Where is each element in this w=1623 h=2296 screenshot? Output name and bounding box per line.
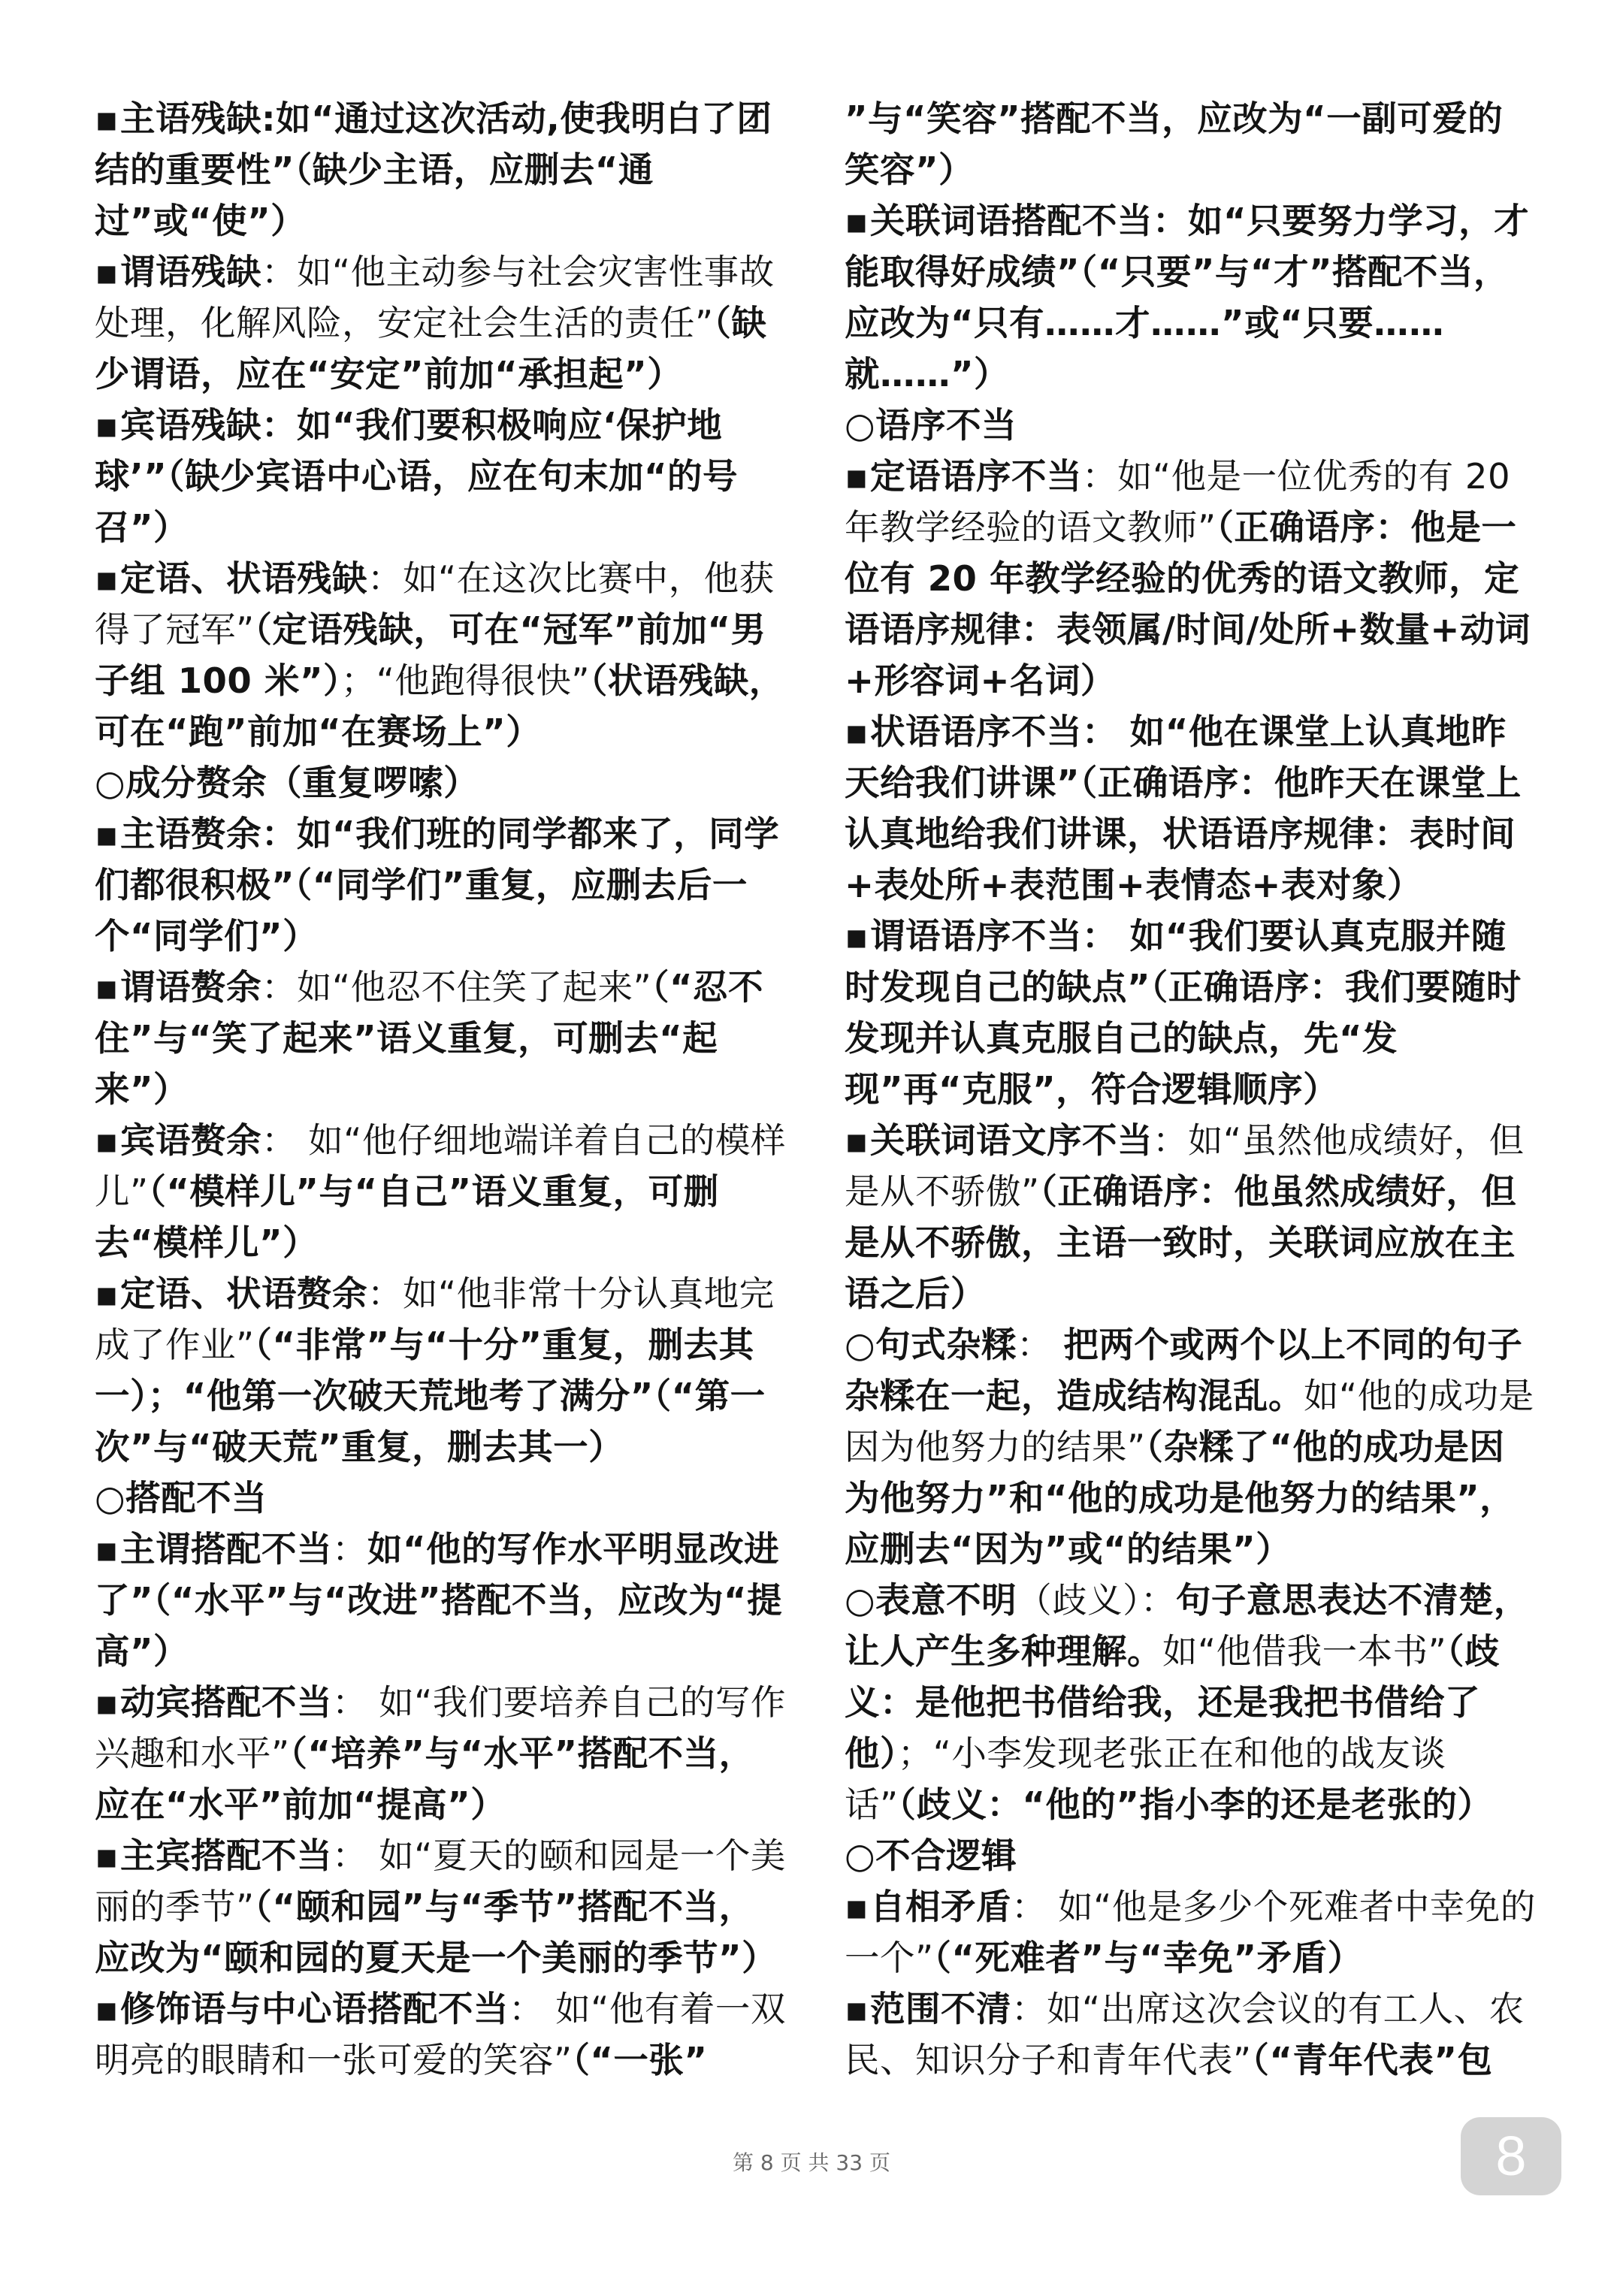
list-item — [95, 553, 787, 757]
plain-text: 如“他借我一本书” — [1162, 1631, 1447, 1672]
plain-text: ：如“虽然他成绩好，但是从不骄傲” — [845, 1120, 1525, 1212]
page-footer — [0, 2146, 1623, 2177]
bold-text: （“青年代表”包 — [1251, 2040, 1493, 2080]
plain-text: ：如“出席这次会议的有工人、农民、知识分子和青年代表” — [845, 1989, 1525, 2080]
bullet-icon: ▪ — [95, 405, 119, 446]
list-item — [845, 195, 1537, 400]
bold-text: （“忍不住”与“笑了起来”语义重复，可删去“起来”） — [95, 967, 764, 1110]
plain-text: ： 如“他仔细地端详着自己的模样儿” — [95, 1120, 786, 1212]
bold-text: 宾语赘余 — [120, 1120, 262, 1161]
bullet-icon: ▪ — [95, 1682, 119, 1723]
bold-text: ○句式杂糅 — [845, 1325, 1017, 1365]
list-item — [95, 1830, 787, 1983]
list-item — [845, 93, 1537, 195]
bold-text: （缺少谓语，应在“安定”前加“承担起”） — [95, 303, 767, 394]
page-number: 8 — [1495, 2125, 1527, 2187]
list-item — [95, 93, 787, 246]
list-item — [845, 1319, 1537, 1575]
bold-text: 主语赘余：如“我们班的同学都来了，同学们都很积极”（“同学们”重复，应删去后一个“同学们”） — [95, 814, 780, 956]
bold-text: （歧义：“他的”指小李的还是老张的） — [898, 1784, 1493, 1825]
bold-text: 定语、状语残缺 — [120, 558, 368, 599]
list-item — [95, 962, 787, 1115]
list-item — [845, 1983, 1537, 2086]
bullet-icon: ▪ — [95, 814, 119, 854]
section-heading: ○不合逻辑 — [845, 1835, 1017, 1876]
list-item — [845, 911, 1537, 1115]
plain-text: ： 如“他是多少个死难者中幸免的一个” — [845, 1887, 1536, 1978]
bullet-icon: ▪ — [95, 1835, 119, 1876]
bold-text: （“培养”与“水平”搭配不当，应在“水平”前加“提高”） — [95, 1733, 754, 1825]
bold-text: 谓语语序不当： 如“我们要认真克服并随时发现自己的缺点”（正确语序：我们要随时发现并认真克服自己的缺点，先“发现”再“克服”，符合逻辑顺序） — [845, 916, 1522, 1110]
bullet-icon: ▪ — [95, 967, 119, 1008]
list-item — [95, 400, 787, 553]
bullet-icon: ▪ — [95, 558, 119, 599]
left-column — [95, 93, 787, 2086]
bold-text: 谓语赘余 — [120, 967, 262, 1008]
plain-text: ：如“他是一位优秀的有 20 年教学经验的语文教师” — [845, 456, 1511, 548]
bold-text: ”与“笑容”搭配不当，应改为“一副可爱的笑容”） — [845, 98, 1504, 190]
bold-text: 关联词语搭配不当：如“只要努力学习，才能取得好成绩”（“只要”与“才”搭配不当，应改为“只有……才……”或“只要……就……”） — [845, 201, 1530, 394]
plain-text: ：如“他非常十分认真地完成了作业” — [95, 1273, 775, 1365]
bold-text: （“模样儿”与“自己”语义重复，可删去“模样儿”） — [95, 1171, 719, 1263]
bullet-icon: ▪ — [845, 1989, 869, 2029]
bold-text: 定语语序不当 — [870, 456, 1083, 497]
bold-text: （歧义：是他把书借给我，还是我把书借给了他） — [845, 1631, 1500, 1774]
bold-text: （“颐和园”与“季节”搭配不当，应改为“颐和园的夏天是一个美丽的季节”） — [95, 1887, 778, 1978]
bold-text: （正确语序：他是一位有 20 年教学经验的优秀的语文教师，定语语序规律：表领属/时间/处所+数量+动词+形容词+名词） — [845, 507, 1531, 701]
list-item — [845, 1575, 1537, 1830]
bullet-icon: ▪ — [95, 1989, 119, 2029]
bold-text: 主语残缺 — [120, 98, 262, 139]
bullet-icon: ▪ — [845, 1887, 869, 1927]
plain-text: ： 如“夏天的颐和园是一个美丽的季节” — [95, 1835, 786, 1927]
bold-text: 把两个或两个以上不同的句子杂糅在一起，造成结构混乱。 — [845, 1325, 1523, 1416]
list-item — [95, 246, 787, 400]
plain-text: 如“他的成功是因为他努力的结果” — [845, 1376, 1534, 1467]
bold-text: （“死难者”与“幸免”矛盾） — [933, 1938, 1363, 1978]
bullet-icon: ▪ — [845, 201, 869, 241]
right-column — [845, 93, 1537, 2086]
page-count-text: 第 8 页 共 33 页 — [733, 2150, 890, 2175]
plain-text: ： 如“我们要培养自己的写作兴趣和水平” — [95, 1682, 786, 1774]
bold-text: 如“他的写作水平明显改进了”（“水平”与“改进”搭配不当，应改为“提高”） — [95, 1529, 783, 1672]
plain-text: （歧义）： — [1017, 1580, 1176, 1621]
bold-text: 修饰语与中心语搭配不当 — [120, 1989, 509, 2029]
bold-text: 关联词语文序不当 — [870, 1120, 1153, 1161]
plain-text: ：如“在这次比赛中，他获得了冠军” — [95, 558, 775, 650]
bold-text: （定语残缺，可在“冠军”前加“男子组 100 米”） — [95, 609, 766, 701]
bold-text: 定语、状语赘余 — [120, 1273, 368, 1314]
section-heading: ○搭配不当 — [95, 1478, 267, 1518]
list-item — [845, 706, 1537, 911]
bold-text: 主谓搭配不当 — [120, 1529, 333, 1569]
bold-text: （正确语序：他虽然成绩好，但是从不骄傲，主语一致时，关联词应放在主语之后） — [845, 1171, 1517, 1314]
list-item — [95, 1983, 787, 2086]
bullet-icon: ▪ — [845, 916, 869, 956]
bold-text: :如“通过这次活动,使我明白了团结的重要性”（缺少主语，应删去“通过”或“使”） — [95, 98, 772, 241]
plain-text: ： — [332, 1529, 368, 1569]
list-item — [845, 1115, 1537, 1319]
bold-text: ○表意不明 — [845, 1580, 1017, 1621]
bullet-icon: ▪ — [95, 1529, 119, 1569]
list-item — [95, 1268, 787, 1473]
list-item — [95, 1524, 787, 1677]
section-heading: ○成分赘余（重复啰嗦） — [95, 763, 479, 803]
bold-text: 范围不清 — [870, 1989, 1012, 2029]
plain-text: ：如“他主动参与社会灾害性事故处理，化解风险，安定社会生活的责任” — [95, 252, 775, 343]
bullet-icon: ▪ — [95, 252, 119, 292]
bold-text: 状语语序不当： 如“他在课堂上认真地昨天给我们讲课”（正确语序：他昨天在课堂上认真地给我们讲课，状语语序规律：表时间+表处所+表范围+表情态+表对象） — [845, 711, 1522, 905]
plain-text: ；“他跑得很快” — [340, 660, 590, 701]
list-item — [845, 1881, 1537, 1983]
list-item — [845, 451, 1537, 706]
bold-text: 宾语残缺：如“我们要积极响应‘保护地球’”（缺少宾语中心语，应在句末加“的号召”） — [95, 405, 739, 548]
plain-text: ：如“他忍不住笑了起来” — [261, 967, 652, 1008]
bold-text: （“非常”与“十分”重复，删去其一）；“他第一次破天荒地考了满分”（“第一次”与“破天荒”重复，删去其一） — [95, 1325, 766, 1467]
bullet-icon: ▪ — [845, 456, 869, 497]
page-number-badge — [1461, 2117, 1561, 2195]
bullet-icon: ▪ — [845, 1120, 869, 1161]
bold-text: （杂糅了“他的成功是因为他努力”和“他的成功是他努力的结果”，应删去“因为”或“的结果”） — [845, 1427, 1516, 1569]
plain-text: ： 如“他有着一双明亮的眼睛和一张可爱的笑容” — [95, 1989, 786, 2080]
bold-text: 自相矛盾 — [870, 1887, 1012, 1927]
bullet-icon: ▪ — [845, 711, 869, 752]
list-item — [95, 1677, 787, 1830]
bullet-icon: ▪ — [95, 1273, 119, 1314]
bold-text: 主宾搭配不当 — [120, 1835, 333, 1876]
section-heading: ○语序不当 — [845, 405, 1017, 446]
plain-text: ；“小李发现老张正在和他的战友谈话” — [845, 1733, 1446, 1825]
bold-text: 动宾搭配不当 — [120, 1682, 333, 1723]
plain-text: ： — [1017, 1325, 1064, 1365]
bullet-icon: ▪ — [95, 1120, 119, 1161]
bold-text: （状语残缺，可在“跑”前加“在赛场上”） — [95, 660, 784, 752]
bold-text: 句子意思表达不清楚，让人产生多种理解。 — [845, 1580, 1529, 1672]
bold-text: 谓语残缺 — [120, 252, 262, 292]
list-item — [95, 808, 787, 962]
bullet-icon: ▪ — [95, 98, 119, 139]
bold-text: （“一张” — [572, 2040, 708, 2080]
list-item — [95, 1115, 787, 1268]
